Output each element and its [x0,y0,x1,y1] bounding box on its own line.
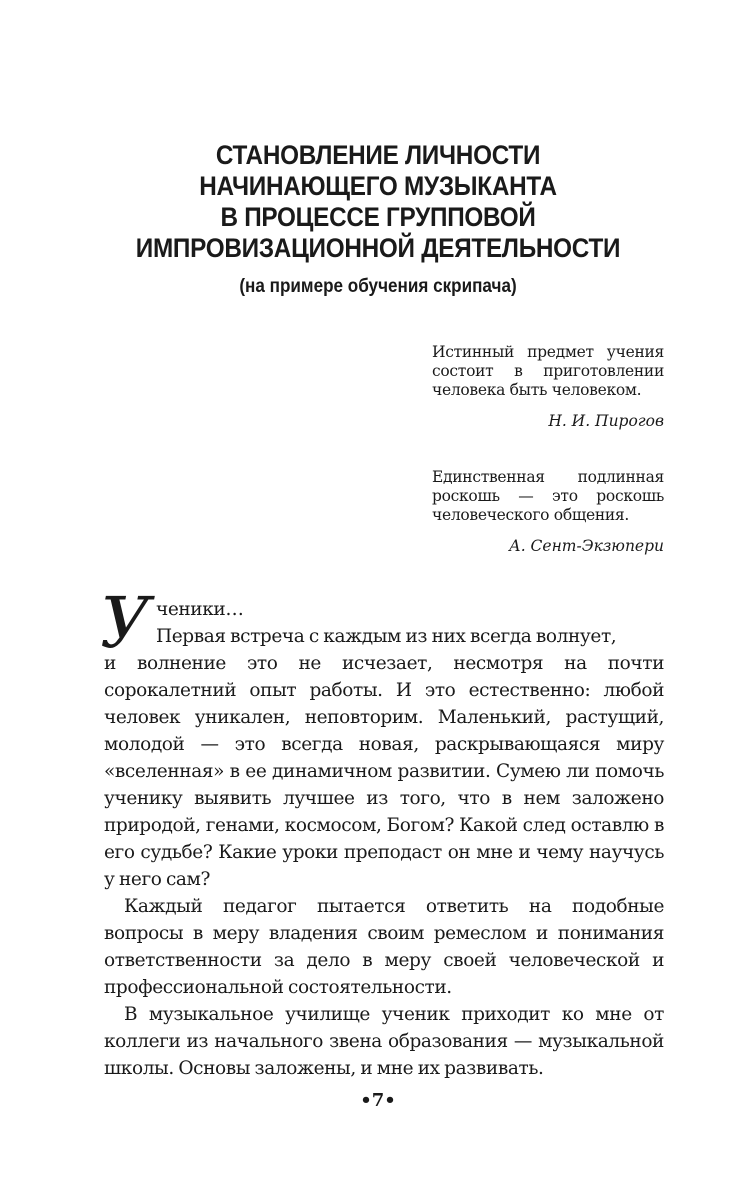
paragraph-3: В музыкальное училище ученик приходит ко мне от коллеги из начального звена образования — музыкальной школы. Основы заложены, и мне их развивать. [104,1004,664,1079]
epigraph-1 [432,343,664,431]
title-line-3: В ПРОЦЕССЕ ГРУППОВОЙ [220,202,536,232]
title-line-1: СТАНОВЛЕНИЕ ЛИЧНОСТИ [215,140,541,170]
epigraph-2-author: А. Сент-Экзюпери [508,537,664,555]
body-text [100,582,664,1082]
title-line-2: НАЧИНАЮЩЕГО МУЗЫКАНТА [199,171,557,201]
epigraph-1-author: Н. И. Пирогов [548,412,664,430]
chapter-subtitle: (на примере обучения скрипача) [239,276,517,297]
epigraph-2-quote: Единственная подлинная роскошь — это роскошь человеческого общения. [432,468,664,524]
paragraph-1-line-1: ченики… [156,599,244,620]
paragraph-1 [104,596,664,893]
page-number: •7• [360,1090,396,1111]
title-line-4: ИМПРОВИЗАЦИОННОЙ ДЕЯТЕЛЬНОСТИ [135,233,621,263]
paragraph-1-line-2: Первая встреча с каждым из них всегда волнует, [156,626,617,647]
chapter-title [60,140,696,300]
paragraph-1-rest: и волнение это не исчезает, несмотря на почти сорокалетний опыт работы. И это естественно: любой человек уникален, неповторим. Маленький, растущий, молодой — это всегда новая, раскрывающаяся миру «вселенная» в ее динамичном развитии. Сумею ли помочь ученику выявить лучшее из того, что в нем заложено природой, генами, космосом, Богом? Какой след оставлю в его судьбе? Какие уроки преподаст он мне и чему научусь у него сам? [104,653,664,890]
epigraph-1-quote: Истинный предмет учения состоит в приготовлении человека быть человеком. [432,343,664,399]
paragraph-2: Каждый педагог пытается ответить на подобные вопросы в меру владения своим ремеслом и понимания ответственности за дело в меру своей человеческой и профессиональной состоятельности. [104,896,664,998]
drop-cap: У [100,582,151,664]
epigraph-2 [432,468,664,556]
